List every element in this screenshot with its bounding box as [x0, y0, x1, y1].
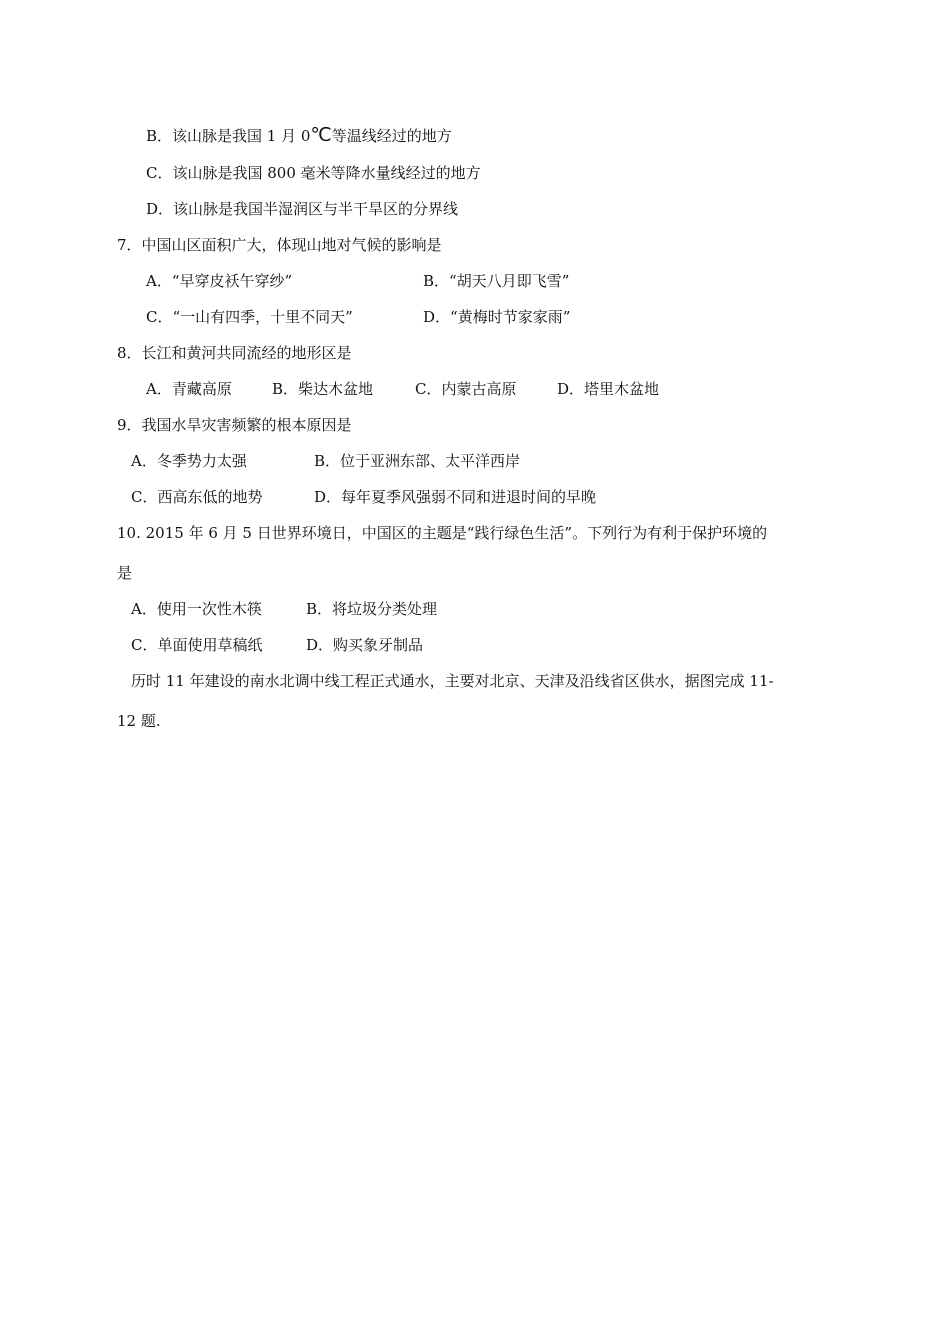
q9-option-c: C．西高东低的地势: [131, 488, 263, 506]
q9-option-a: A．冬季势力太强: [131, 452, 247, 470]
q8-option-d: D．塔里木盆地: [557, 380, 660, 398]
q9-option-d: D．每年夏季风强弱不同和进退时间的早晚: [314, 488, 597, 506]
q8-stem: 8．长江和黄河共同流经的地形区是: [117, 344, 352, 362]
q9-stem: 9．我国水旱灾害频繁的根本原因是: [117, 416, 352, 434]
q10-option-c: C．单面使用草稿纸: [131, 636, 263, 654]
q7-option-a: A．“早穿皮袄午穿纱”: [146, 272, 293, 290]
q10-stem-line-2: 是: [117, 564, 133, 582]
q6-option-b-text-start: B．该山脉是我国 1 月 0: [146, 127, 311, 145]
q10-option-a: A．使用一次性木筷: [131, 600, 262, 618]
q6-option-c: C．该山脉是我国 800 毫米等降水量线经过的地方: [146, 164, 481, 182]
q7-option-c: C．“一山有四季，十里不同天”: [146, 308, 353, 326]
q9-options-row-2: [131, 487, 846, 507]
q10-stem-line-1: 10. 2015 年 6 月 5 日世界环境日，中国区的主题是“践行绿色生活”。下列行为有利于保护环境的: [117, 524, 768, 542]
q7-options-row-1: [146, 271, 846, 291]
intro-11-12-line-1: 历时 11 年建设的南水北调中线工程正式通水，主要对北京、天津及沿线省区供水，据图完成 11-: [131, 672, 774, 690]
q8-option-c: C．内蒙古高原: [415, 380, 517, 398]
q10-option-d: D．购买象牙制品: [306, 636, 424, 654]
q7-option-d: D．“黄梅时节家家雨”: [423, 308, 571, 326]
intro-11-12-line-2: 12 题.: [117, 712, 161, 730]
q9-option-b: B．位于亚洲东部、太平洋西岸: [314, 452, 521, 470]
q10-option-b: B．将垃圾分类处理: [306, 600, 438, 618]
q6-option-b-text-end: 等温线经过的地方: [331, 127, 452, 145]
q8-options-row: [146, 379, 846, 399]
q7-options-row-2: [146, 307, 846, 327]
q10-options-row-2: [131, 635, 846, 655]
q6-option-d: D．该山脉是我国半湿润区与半干旱区的分界线: [146, 200, 459, 218]
q7-option-b: B．“胡天八月即飞雪”: [423, 272, 570, 290]
q6-option-b: [146, 126, 452, 146]
q10-options-row-1: [131, 599, 846, 619]
degree-celsius-symbol: ℃: [310, 124, 332, 146]
q8-option-b: B．柴达木盆地: [272, 380, 374, 398]
q7-stem: 7．中国山区面积广大，体现山地对气候的影响是: [117, 236, 442, 254]
q9-options-row-1: [131, 451, 846, 471]
q8-option-a: A．青藏高原: [146, 380, 232, 398]
